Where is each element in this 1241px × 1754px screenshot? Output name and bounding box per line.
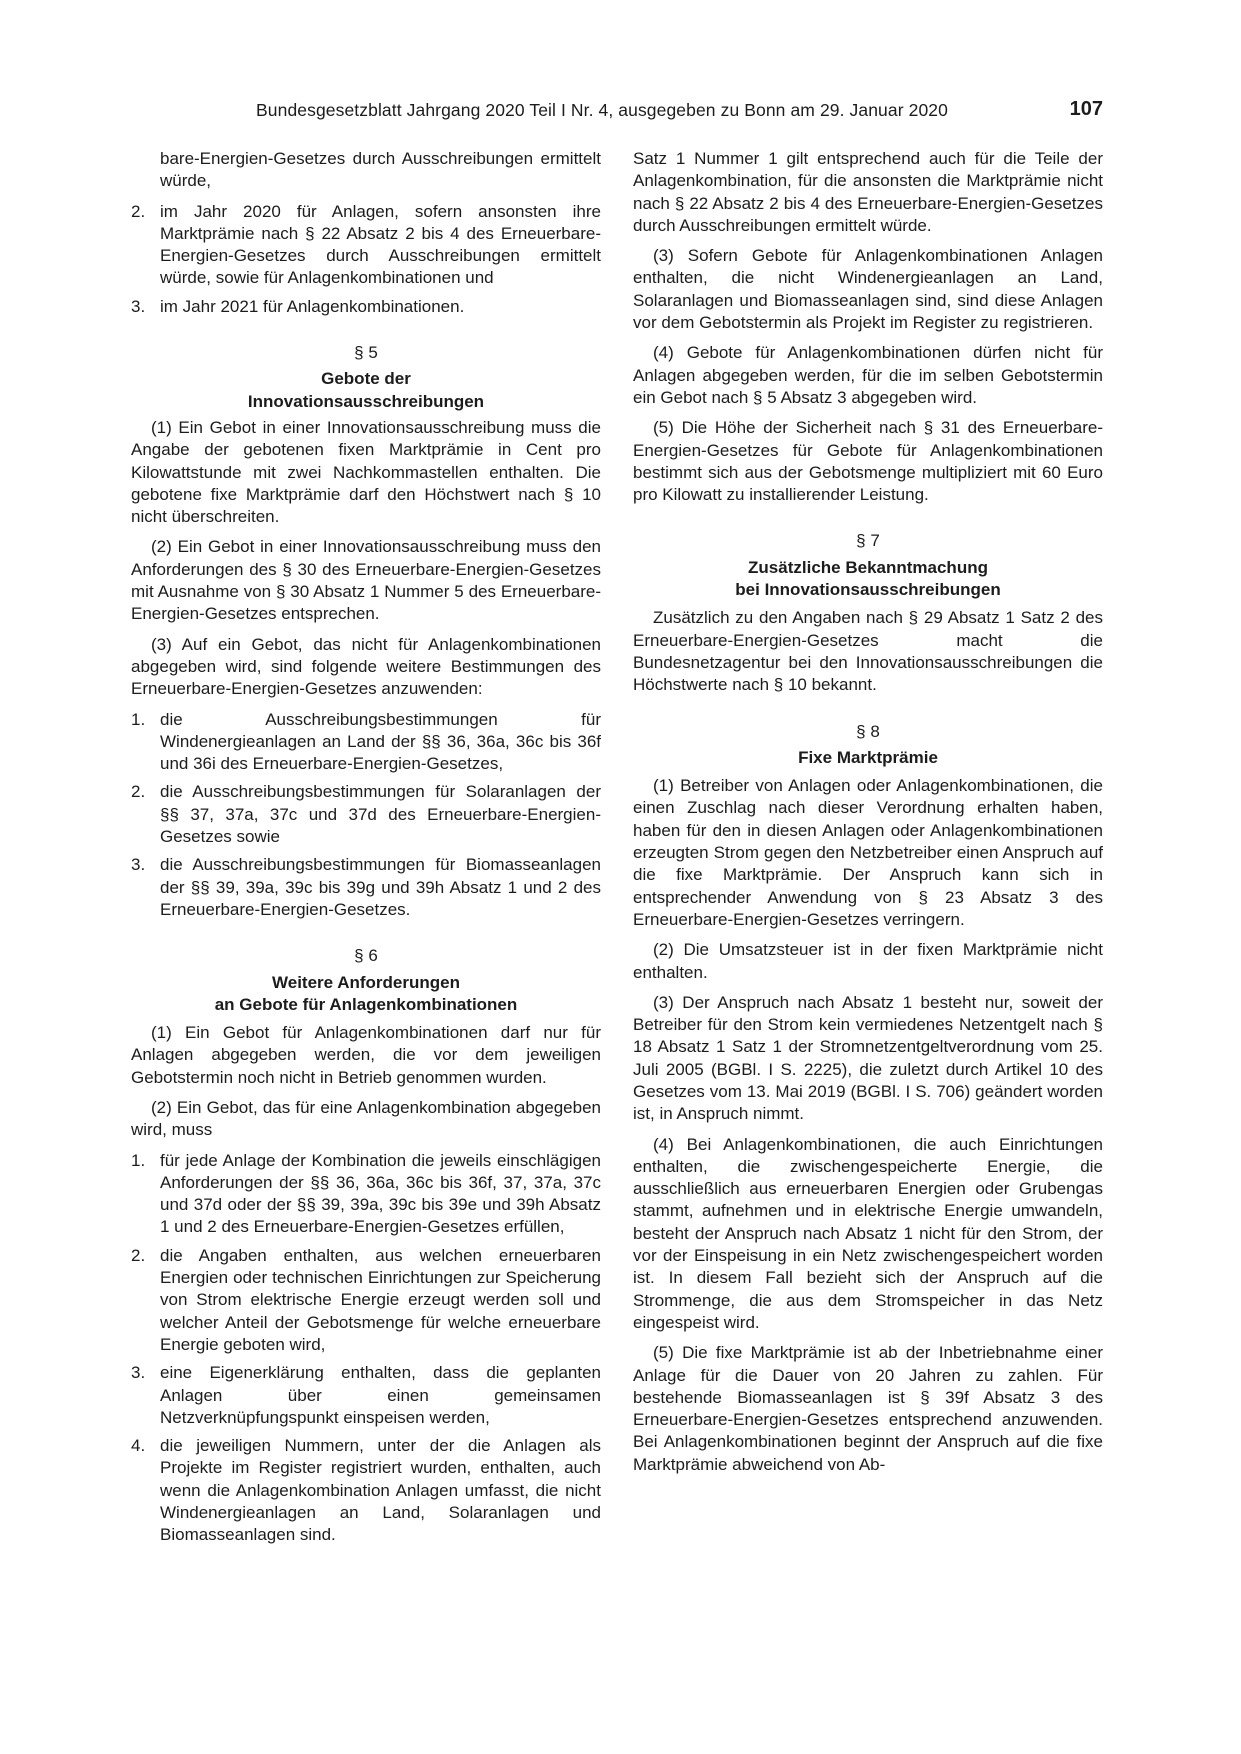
section-title: [633, 557, 1103, 602]
section-title-line: Gebote der: [321, 369, 411, 389]
numbered-list: [131, 709, 601, 922]
list-item: [131, 1362, 601, 1429]
list-item: [131, 148, 601, 193]
paragraph: (1) Ein Gebot in einer Innovationsausschreibung muss die Angabe der gebotenen fixen Marktprämie in Cent pro Kilowattstunde mit zwei Nachkommastellen enthalten. Die gebotene fixe Marktprämie darf den Höchstwert nach § 10 nicht überschreiten.: [131, 417, 601, 527]
list-item-text: eine Eigenerklärung enthalten, dass die geplanten Anlagen über einen gemeinsamen Netzverknüpfungspunkt einspeisen werden,: [160, 1363, 601, 1427]
section-number: § 5: [354, 343, 378, 363]
list-item-text: die Ausschreibungsbestimmungen für Windenergieanlagen an Land der §§ 36, 36a, 36c bis 36f und 36i des Erneuerbare-Energien-Gesetzes,: [160, 709, 601, 774]
continued-list: [131, 148, 601, 318]
list-item-text: für jede Anlage der Kombination die jeweils einschlägigen Anforderungen der §§ 36, 36a, 36c bis 36f, 37, 37a, 37c und 37d oder der §§ 39, 39a, 39c bis 39e und 39h Absatz 1 und 2 des Erneuerbare-Energien-Gesetzes erfüllen,: [160, 1150, 601, 1237]
paragraph: (2) Die Umsatzsteuer ist in der fixen Marktprämie nicht enthalten.: [633, 940, 1103, 982]
paragraph: Satz 1 Nummer 1 gilt entsprechend auch für die Teile der Anlagenkombination, für die ansonsten die Marktprämie nicht nach § 22 Absatz 2 bis 4 des Erneuerbare-Energien-Gesetzes durch Ausschreibungen ermittelt würde.: [633, 149, 1103, 235]
list-item: [131, 1435, 601, 1546]
paragraph: (4) Gebote für Anlagenkombinationen dürfen nicht für Anlagen abgegeben werden, für die im selben Gebotstermin ein Gebot nach § 5 Absatz 3 abgegeben wird.: [633, 343, 1103, 407]
list-item-text: die Angaben enthalten, aus welchen erneuerbaren Energien oder technischen Einrichtungen zur Speicherung von Strom elektrische Energie erzeugt werden soll und welcher Anteil der Gebotsmenge für welche erneuerbare Energie geboten wird,: [160, 1245, 601, 1354]
section-title: [131, 972, 601, 1017]
paragraph: (5) Die Höhe der Sicherheit nach § 31 des Erneuerbare-Energien-Gesetzes für Gebote für Anlagenkombinationen bestimmt sich aus der Gebotsmenge multipliziert mit 60 Euro pro Kilowatt zu installierender Leistung.: [633, 418, 1103, 505]
list-item-number: 2.: [131, 782, 146, 802]
list-item: [131, 781, 601, 848]
list-item: [131, 854, 601, 921]
right-column: [633, 148, 1103, 1484]
paragraph: (1) Betreiber von Anlagen oder Anlagenkombinationen, die einen Zuschlag nach dieser Verordnung erhalten haben, haben für den in diesen Anlagen oder Anlagenkombinationen erzeugten Strom gegen den Netzbetreiber einen Anspruch auf die fixe Marktprämie. Der Anspruch kann sich in entsprechender Anwendung von § 23 Absatz 3 des Erneuerbare-Energien-Gesetzes verringern.: [633, 776, 1103, 929]
list-item: [131, 201, 601, 290]
list-item-text: die Ausschreibungsbestimmungen für Solaranlagen der §§ 37, 37a, 37c und 37d des Erneuerbare-Energien-Gesetzes sowie: [160, 782, 601, 847]
section-number: § 6: [354, 946, 378, 966]
paragraph: (3) Der Anspruch nach Absatz 1 besteht nur, soweit der Betreiber für den Strom kein vermiedenes Netzentgelt nach § 18 Absatz 1 Satz 1 der Stromnetzentgeltverordnung vom 25. Juli 2005 (BGBl. I S. 2225), die zuletzt durch Artikel 10 des Gesetzes vom 13. Mai 2019 (BGBl. I S. 706) geändert worden ist, in Anspruch nimmt.: [633, 992, 1103, 1124]
list-item: [131, 709, 601, 776]
list-item-text: die jeweiligen Nummern, unter der die Anlagen als Projekte im Register registriert wurden, enthalten, auch wenn die Anlagenkombination Anlagen umfasst, die nicht Windenergieanlagen an Land, Solaranlagen und Biomasseanlagen sind.: [160, 1436, 601, 1545]
section-number: § 7: [856, 531, 880, 551]
page-header: [256, 100, 1103, 126]
section-title-line: Zusätzliche Bekanntmachung: [748, 557, 988, 577]
list-item: [131, 1245, 601, 1356]
paragraph: (4) Bei Anlagenkombinationen, die auch Einrichtungen enthalten, die zwischengespeicherte Energie, die ausschließlich aus erneuerbaren Energien oder Grubengas stammt, aufnehmen und in elektrische Energie umwandeln, besteht der Anspruch nach Absatz 1 nicht für den Strom, der vor der Einspeisung in ein Netz zwischengespeichert worden ist. In diesem Fall bezieht sich der Anspruch auf die Strommenge, die aus dem Stromspeicher in das Netz eingespeist wird.: [633, 1134, 1103, 1332]
list-item: [131, 1150, 601, 1239]
paragraph: (2) Ein Gebot, das für eine Anlagenkombination abgegeben wird, muss: [131, 1097, 601, 1140]
list-item-number: 3.: [131, 855, 146, 875]
header-title: Bundesgesetzblatt Jahrgang 2020 Teil I Nr. 4, ausgegeben zu Bonn am 29. Januar 2020: [256, 100, 948, 120]
section-title-line: bei Innovationsausschreibungen: [735, 580, 1001, 600]
section-title-line: Weitere Anforderungen: [272, 972, 460, 992]
list-item-number: 3.: [131, 1363, 146, 1383]
paragraph: (2) Ein Gebot in einer Innovationsausschreibung muss den Anforderungen des § 30 des Erneuerbare-Energien-Gesetzes mit Ausnahme von § 30 Absatz 1 Nummer 5 des Erneuerbare-Energien-Gesetzes entsprechen.: [131, 537, 601, 624]
numbered-list: [131, 1150, 601, 1547]
list-item-text: im Jahr 2021 für Anlagenkombinationen.: [160, 296, 465, 316]
list-item-text: die Ausschreibungsbestimmungen für Biomasseanlagen der §§ 39, 39a, 39c bis 39g und 39h Absatz 1 und 2 des Erneuerbare-Energien-Gesetzes.: [160, 855, 601, 919]
paragraph: (3) Auf ein Gebot, das nicht für Anlagenkombinationen abgegeben wird, sind folgende weitere Bestimmungen des Erneuerbare-Energien-Gesetzes anzuwenden:: [131, 634, 601, 699]
left-column: [131, 148, 601, 1555]
paragraph: (5) Die fixe Marktprämie ist ab der Inbetriebnahme einer Anlage für die Dauer von 20 Jahren zu zahlen. Für bestehende Biomasseanlagen ist § 39f Absatz 3 des Erneuerbare-Energien-Gesetzes entsprechend anzuwenden. Bei Anlagenkombinationen beginnt der Anspruch auf die fixe Marktprämie abweichend von Ab-: [633, 1343, 1103, 1474]
section-title: Fixe Marktprämie: [798, 747, 938, 767]
paragraph: (1) Ein Gebot für Anlagenkombinationen darf nur für Anlagen abgegeben werden, die vor dem jeweiligen Gebotstermin noch nicht in Betrieb genommen wurden.: [131, 1023, 601, 1087]
list-item-text: bare-Energien-Gesetzes durch Ausschreibungen ermittelt würde,: [160, 149, 601, 191]
list-item-number: 3.: [131, 296, 146, 316]
list-item-number: 2.: [131, 201, 146, 221]
list-item-number: 1.: [131, 709, 146, 729]
section-title-line: an Gebote für Anlagenkombinationen: [214, 994, 518, 1014]
list-item-text: im Jahr 2020 für Anlagen, sofern ansonsten ihre Marktprämie nach § 22 Absatz 2 bis 4 des Erneuerbare-Energien-Gesetzes durch Ausschreibungen ermittelt würde, sowie für Anlagenkombinationen und: [160, 201, 601, 288]
list-item-number: 4.: [131, 1436, 146, 1456]
list-item: [131, 296, 601, 318]
paragraph: (3) Sofern Gebote für Anlagenkombinationen Anlagen enthalten, die nicht Windenergieanlagen an Land, Solaranlagen und Biomasseanlagen sind, sind diese Anlagen vor dem Gebotstermin als Projekt im Register zu registrieren.: [633, 246, 1103, 333]
section-number: § 8: [856, 721, 880, 741]
list-item-number: 2.: [131, 1245, 146, 1265]
section-title-line: Innovationsausschreibungen: [247, 391, 485, 411]
section-title: [131, 368, 601, 413]
list-item-number: 1.: [131, 1150, 146, 1170]
page-number: 107: [1069, 98, 1103, 120]
paragraph: Zusätzlich zu den Angaben nach § 29 Absatz 1 Satz 2 des Erneuerbare-Energien-Gesetzes macht die Bundesnetzagentur bei den Innovationsausschreibungen die Höchstwerte nach § 10 bekannt.: [633, 608, 1103, 695]
